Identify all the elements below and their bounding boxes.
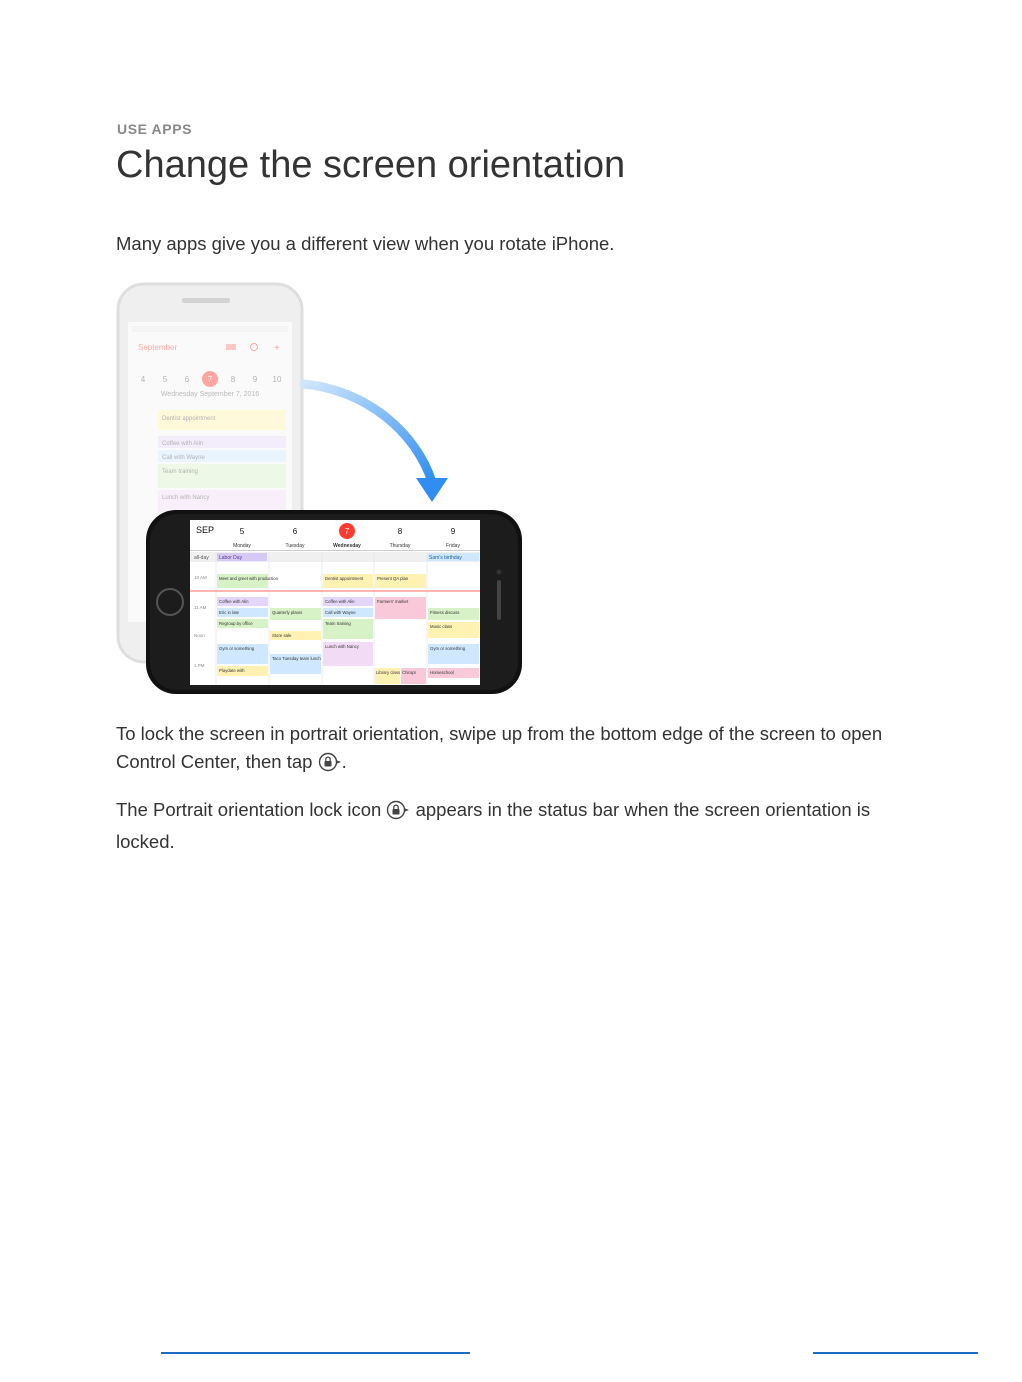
- page-title: Change the screen orientation: [116, 144, 626, 186]
- svg-text:Fitness discuss: Fitness discuss: [430, 610, 460, 615]
- svg-text:9: 9: [252, 375, 258, 384]
- svg-text:Gym or something: Gym or something: [219, 646, 255, 651]
- svg-text:Quarterly planni: Quarterly planni: [272, 610, 303, 615]
- svg-text:Sam's birthday: Sam's birthday: [429, 555, 462, 561]
- svg-text:7: 7: [207, 375, 213, 384]
- section-label: USE APPS: [117, 121, 193, 137]
- calendar-weekday: Thursday: [389, 543, 411, 549]
- svg-text:Call with Wayne: Call with Wayne: [325, 610, 356, 615]
- rotation-illustration: [116, 282, 526, 698]
- svg-text:Coffee with Alin: Coffee with Alin: [219, 599, 249, 604]
- svg-text:Meet and greet with production: Meet and greet with production: [219, 576, 278, 581]
- svg-text:5: 5: [162, 375, 168, 384]
- svg-text:Team training: Team training: [325, 621, 351, 626]
- svg-text:Team training: Team training: [162, 469, 199, 475]
- footer-divider-left: [161, 1352, 470, 1354]
- status-text-end: appears in the status bar when the screen orientation is locked.: [116, 799, 871, 852]
- svg-text:6: 6: [184, 375, 190, 384]
- svg-text:Dentist appointment: Dentist appointment: [162, 416, 216, 422]
- calendar-day-date: 8: [397, 527, 403, 536]
- calendar-weekday: Tuesday: [285, 543, 305, 549]
- svg-text:10: 10: [272, 375, 282, 384]
- calendar-weekday: Wednesday: [333, 543, 361, 549]
- calendar-day-date: 7: [344, 527, 350, 536]
- calendar-day-date: 9: [450, 527, 456, 536]
- calendar-month: SEP: [196, 525, 215, 535]
- svg-text:Lunch with Nancy: Lunch with Nancy: [325, 644, 359, 649]
- lock-instruction-text: To lock the screen in portrait orientation, swipe up from the bottom edge of the screen to open Control Center, then tap: [116, 723, 883, 772]
- svg-text:Eric in late: Eric in late: [219, 610, 240, 615]
- svg-text:4: 4: [140, 375, 146, 384]
- calendar-day-date: 5: [239, 527, 245, 536]
- svg-text:+: +: [274, 343, 280, 354]
- svg-text:Noon: Noon: [194, 633, 205, 638]
- lock-instruction-end: .: [341, 751, 347, 772]
- svg-text:Call with Wayne: Call with Wayne: [162, 455, 205, 461]
- svg-text:Homeschool: Homeschool: [430, 670, 454, 675]
- rotation-lock-icon: [318, 752, 342, 780]
- rotation-arrow-icon: [304, 384, 448, 502]
- calendar-day-date: 6: [292, 527, 298, 536]
- all-day-row: [190, 552, 480, 562]
- svg-text:Chiropr: Chiropr: [402, 670, 417, 675]
- svg-text:Regroup by office: Regroup by office: [219, 621, 253, 626]
- svg-text:Coffee with Alin: Coffee with Alin: [325, 599, 355, 604]
- svg-text:Labor Day: Labor Day: [219, 555, 243, 561]
- svg-text:1 PM: 1 PM: [194, 663, 205, 668]
- svg-text:Present QA plan: Present QA plan: [377, 576, 409, 581]
- iphone-rotation-figure: [116, 282, 526, 698]
- landscape-iphone: [146, 510, 522, 694]
- svg-text:Coffee with Alin: Coffee with Alin: [162, 441, 204, 447]
- svg-text:11 AM: 11 AM: [194, 605, 207, 610]
- svg-text:all-day: all-day: [194, 555, 209, 561]
- svg-text:Music class: Music class: [430, 624, 453, 629]
- svg-text:Farmers' market: Farmers' market: [377, 599, 409, 604]
- status-text: The Portrait orientation lock icon: [116, 799, 387, 820]
- calendar-weekday: Monday: [233, 543, 251, 549]
- status-bar-paragraph: [116, 796, 916, 856]
- svg-text:Lunch with Nancy: Lunch with Nancy: [162, 495, 210, 501]
- portrait-month-label: September: [138, 343, 178, 352]
- footer-divider-right: [813, 1352, 978, 1354]
- lock-instruction-paragraph: [116, 720, 916, 780]
- portrait-date-line: Wednesday September 7, 2016: [160, 391, 260, 398]
- intro-paragraph: Many apps give you a different view when you rotate iPhone.: [116, 233, 615, 254]
- portrait-events: [158, 410, 286, 512]
- svg-text:Playdate with: Playdate with: [219, 668, 245, 673]
- rotation-lock-icon: [386, 800, 410, 828]
- svg-text:Library class: Library class: [376, 670, 401, 675]
- svg-text:Dentist appointment: Dentist appointment: [325, 576, 364, 581]
- svg-text:10 AM: 10 AM: [194, 575, 207, 580]
- svg-text:8: 8: [230, 375, 236, 384]
- svg-text:Store sale: Store sale: [272, 633, 292, 638]
- calendar-weekday: Friday: [446, 543, 460, 549]
- svg-text:Gym or something: Gym or something: [430, 646, 466, 651]
- svg-text:Taco Tuesday team lunch: Taco Tuesday team lunch: [272, 656, 321, 661]
